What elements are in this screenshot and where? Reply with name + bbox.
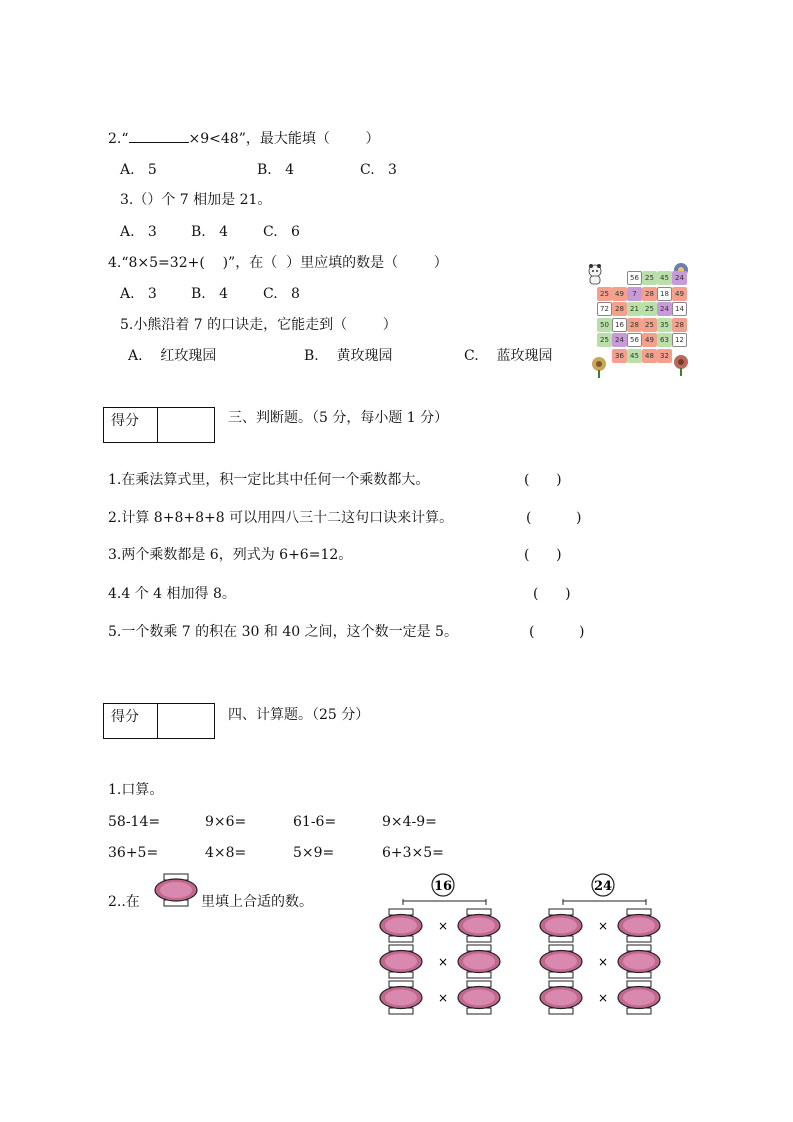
judge-item-4: 4.4 个 4 相加得 8。 (108, 586, 236, 602)
q2-option-a[interactable]: A. 5 (120, 162, 157, 178)
lantern-blank[interactable] (540, 909, 582, 942)
score-label: 得分 (111, 413, 139, 429)
lantern-blank[interactable] (380, 909, 422, 942)
q5-option-a[interactable]: A. 红玫瑰园 (128, 348, 217, 364)
judge-item-2: 2.计算 8+8+8+8 可以用四八三十二这句口诀来计算。 (108, 510, 454, 526)
lantern-blank[interactable] (380, 981, 422, 1014)
calc-q1-label: 1.口算。 (108, 782, 164, 798)
score-entry-cell[interactable] (158, 408, 214, 442)
tree-top-number: 24 (593, 879, 613, 894)
maze-cell: 48 (642, 349, 657, 363)
judge-answer-4[interactable]: ( ) (533, 586, 571, 602)
q4-option-b[interactable]: B. 4 (191, 286, 228, 302)
maze-cell: 49 (612, 287, 627, 301)
lantern-icon (154, 873, 198, 907)
calc-q2-suffix: 里填上合适的数。 (201, 894, 313, 910)
maze-cell: 25 (642, 271, 657, 285)
maze-cell: 24 (672, 271, 687, 285)
q3-text: 3.（）个 7 相加是 21。 (120, 192, 272, 208)
maze-cell: 14 (672, 302, 687, 316)
q2-option-c[interactable]: C. 3 (360, 162, 397, 178)
times-sign: × (597, 991, 609, 1005)
q4-text: 4.“8×5=32+( )”，在（ ）里应填的数是（ ） (108, 255, 448, 271)
maze-cell: 25 (642, 318, 657, 332)
mental-calc-item[interactable]: 9×6= (205, 814, 247, 830)
judge-item-3: 3.两个乘数都是 6，列式为 6+6=12。 (108, 547, 353, 563)
q4-option-c[interactable]: C. 8 (263, 286, 300, 302)
q2-blank[interactable] (129, 130, 189, 143)
mental-calc-item[interactable]: 5×9= (293, 845, 335, 861)
lantern-blank[interactable] (540, 945, 582, 978)
q3-option-b[interactable]: B. 4 (191, 224, 228, 240)
maze-cell: 18 (657, 287, 672, 301)
section-4-title: 四、计算题。（25 分） (228, 707, 370, 723)
maze-cell: 45 (627, 349, 642, 363)
times-sign: × (597, 919, 609, 933)
maze-cell: 49 (672, 287, 687, 301)
maze-cell: 28 (642, 287, 657, 301)
judge-item-5: 5.一个数乘 7 的积在 30 和 40 之间，这个数一定是 5。 (108, 624, 458, 640)
score-label: 得分 (111, 709, 139, 725)
maze-cell: 24 (657, 302, 672, 316)
q5-text: 5.小熊沿着 7 的口诀走，它能走到（ ） (120, 317, 397, 333)
maze-cell: 25 (597, 333, 612, 347)
maze-cell: 50 (597, 318, 612, 332)
number-maze-illustration (583, 261, 693, 379)
maze-cell: 28 (627, 318, 642, 332)
maze-cell: 25 (597, 287, 612, 301)
q3-option-c[interactable]: C. 6 (263, 224, 300, 240)
calc-q2-prefix: 2..在 (108, 894, 140, 910)
maze-cell: 49 (642, 333, 657, 347)
times-sign: × (437, 991, 449, 1005)
mental-calc-item[interactable]: 58-14= (108, 814, 161, 830)
lantern-blank[interactable] (540, 981, 582, 1014)
lantern-blank[interactable] (458, 945, 500, 978)
maze-cell: 28 (672, 318, 687, 332)
maze-cell: 63 (657, 333, 672, 347)
judge-answer-5[interactable]: ( ) (529, 624, 585, 640)
times-sign: × (437, 955, 449, 969)
section-3-title: 三、判断题。（5 分，每小题 1 分） (228, 410, 449, 426)
maze-cell: 7 (627, 287, 642, 301)
q2-text: 2.“ ×9<48”，最大能填（ ） (108, 131, 380, 147)
maze-cell: 72 (597, 302, 612, 316)
maze-cell: 12 (672, 333, 687, 347)
mental-calc-item[interactable]: 4×8= (205, 845, 247, 861)
tree-top-number: 16 (433, 879, 453, 894)
q5-option-c[interactable]: C. 蓝玫瑰园 (464, 348, 553, 364)
maze-cell: 36 (612, 349, 627, 363)
lantern-blank[interactable] (618, 981, 660, 1014)
score-entry-cell[interactable] (158, 704, 214, 738)
lantern-blank[interactable] (618, 945, 660, 978)
multiplication-tree (540, 874, 660, 1014)
maze-cell: 16 (612, 318, 627, 332)
judge-answer-2[interactable]: ( ) (526, 510, 582, 526)
q4-option-a[interactable]: A. 3 (120, 286, 157, 302)
multiplication-tree (380, 874, 500, 1014)
judge-item-1: 1.在乘法算式里，积一定比其中任何一个乘数都大。 (108, 472, 430, 488)
maze-cell: 21 (627, 302, 642, 316)
times-sign: × (437, 919, 449, 933)
mental-calc-item[interactable]: 9×4-9= (382, 814, 437, 830)
score-box-judge (103, 407, 215, 443)
lantern-blank[interactable] (380, 945, 422, 978)
judge-answer-3[interactable]: ( ) (524, 547, 562, 563)
maze-cell: 24 (612, 333, 627, 347)
q2-option-b[interactable]: B. 4 (257, 162, 294, 178)
maze-cell: 56 (627, 333, 642, 347)
judge-answer-1[interactable]: ( ) (524, 472, 562, 488)
yellow-rose-icon (592, 357, 606, 378)
mental-calc-item[interactable]: 6+3×5= (382, 845, 444, 861)
red-rose-icon (674, 355, 688, 376)
maze-cell: 32 (657, 349, 672, 363)
maze-cell: 35 (657, 318, 672, 332)
maze-cell: 28 (612, 302, 627, 316)
bear-icon (589, 264, 601, 284)
lantern-blank[interactable] (458, 981, 500, 1014)
score-box-calc (103, 703, 215, 739)
maze-cell: 56 (627, 271, 642, 285)
multiplication-trees (378, 873, 678, 1021)
q5-option-b[interactable]: B. 黄玫瑰园 (304, 348, 393, 364)
times-sign: × (597, 955, 609, 969)
q3-option-a[interactable]: A. 3 (120, 224, 157, 240)
mental-calc-item[interactable]: 36+5= (108, 845, 159, 861)
lantern-blank[interactable] (458, 909, 500, 942)
maze-cell: 25 (642, 302, 657, 316)
maze-cell: 45 (657, 271, 672, 285)
lantern-blank[interactable] (618, 909, 660, 942)
mental-calc-item[interactable]: 61-6= (293, 814, 337, 830)
